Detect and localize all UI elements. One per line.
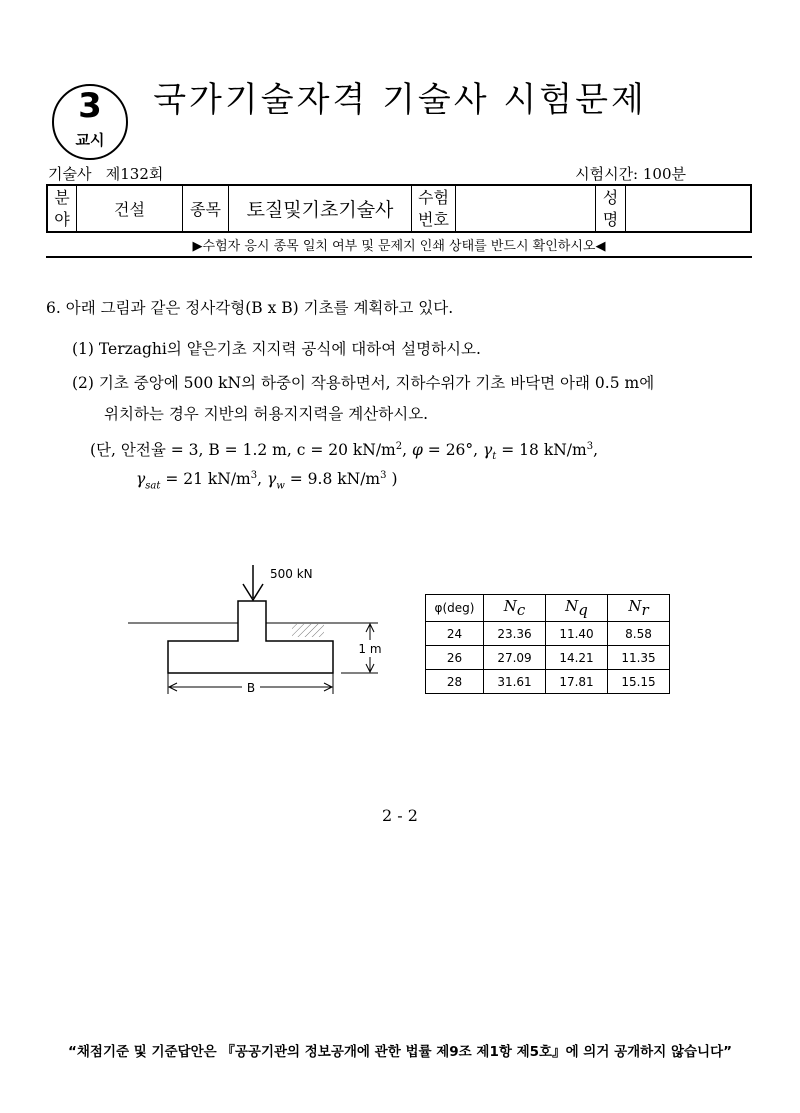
- field-label: 분 야: [48, 186, 77, 231]
- question-stem: 6. 아래 그림과 같은 정사각형(B x B) 기초를 계획하고 있다.: [46, 299, 454, 317]
- cell-nc: 31.61: [484, 670, 546, 694]
- category-label: 종목: [183, 186, 229, 231]
- header-phi: φ(deg): [426, 595, 484, 622]
- name-field[interactable]: [626, 186, 750, 231]
- footing-diagram: [120, 560, 390, 710]
- bearing-factor-table: [425, 594, 670, 694]
- session-number: 3: [78, 86, 102, 126]
- table-row: [426, 622, 670, 646]
- exam-number-label: 수험 번호: [412, 186, 456, 231]
- question-sub2: (2) 기초 중앙에 500 kN의 하중이 작용하면서, 지하수위가 기초 바닥면 아래 0.5 m에: [72, 374, 655, 392]
- name-label: 성 명: [596, 186, 626, 231]
- load-label: 500 kN: [270, 567, 313, 581]
- header-nq: $N_q$: [546, 595, 608, 622]
- exam-number-field[interactable]: [456, 186, 596, 231]
- table-header-row: [426, 595, 670, 622]
- cell-nr: 15.15: [608, 670, 670, 694]
- table-row: [426, 670, 670, 694]
- cell-nc: 27.09: [484, 646, 546, 670]
- field-value: 건설: [77, 186, 183, 231]
- width-label: B: [246, 681, 256, 695]
- conditions-line1: (단, 안전율 = 3, B = 1.2 m, c = 20 $kN/m^2$, φ = 26°, $\gamma_t = 18$ $kN/m^3$,: [90, 440, 599, 463]
- cell-nq: 14.21: [546, 646, 608, 670]
- exam-round: 기술사 제132회: [48, 165, 164, 183]
- cell-nq: 17.81: [546, 670, 608, 694]
- exam-info-table: [46, 184, 752, 233]
- depth-label: 1 m: [358, 642, 382, 656]
- cell-nq: 11.40: [546, 622, 608, 646]
- page-number: 2 - 2: [382, 806, 418, 825]
- question-sub1: (1) Terzaghi의 얕은기초 지지력 공식에 대하여 설명하시오.: [72, 340, 481, 358]
- cell-nr: 11.35: [608, 646, 670, 670]
- cell-phi: 24: [426, 622, 484, 646]
- soil-hatch: [292, 624, 324, 637]
- conditions-line2: $\gamma_{sat} = 21$ $kN/m^3$, $\gamma_w = 9.8$ $kN/m^3$ ): [136, 470, 398, 492]
- table-row: [426, 646, 670, 670]
- cell-phi: 28: [426, 670, 484, 694]
- cell-nr: 8.58: [608, 622, 670, 646]
- header-nc: $N_c$: [484, 595, 546, 622]
- category-value: 토질및기초기술사: [229, 186, 412, 231]
- footer-notice: “채점기준 및 기준답안은 『공공기관의 정보공개에 관한 법률 제9조 제1항 제5호』에 의거 공개하지 않습니다”: [67, 1044, 732, 1060]
- exam-time: 시험시간: 100분: [575, 165, 686, 183]
- cell-nc: 23.36: [484, 622, 546, 646]
- page-title: 국가기술자격 기술사 시험문제: [153, 80, 647, 120]
- notice: ▶수험자 응시 종목 일치 여부 및 문제지 인쇄 상태를 반드시 확인하시오◀: [192, 239, 606, 254]
- header-nr: $N_r$: [608, 595, 670, 622]
- cell-phi: 26: [426, 646, 484, 670]
- session-label: 교시: [75, 131, 105, 149]
- question-sub2-cont: 위치하는 경우 지반의 허용지지력을 계산하시오.: [104, 405, 429, 423]
- divider: [46, 256, 752, 258]
